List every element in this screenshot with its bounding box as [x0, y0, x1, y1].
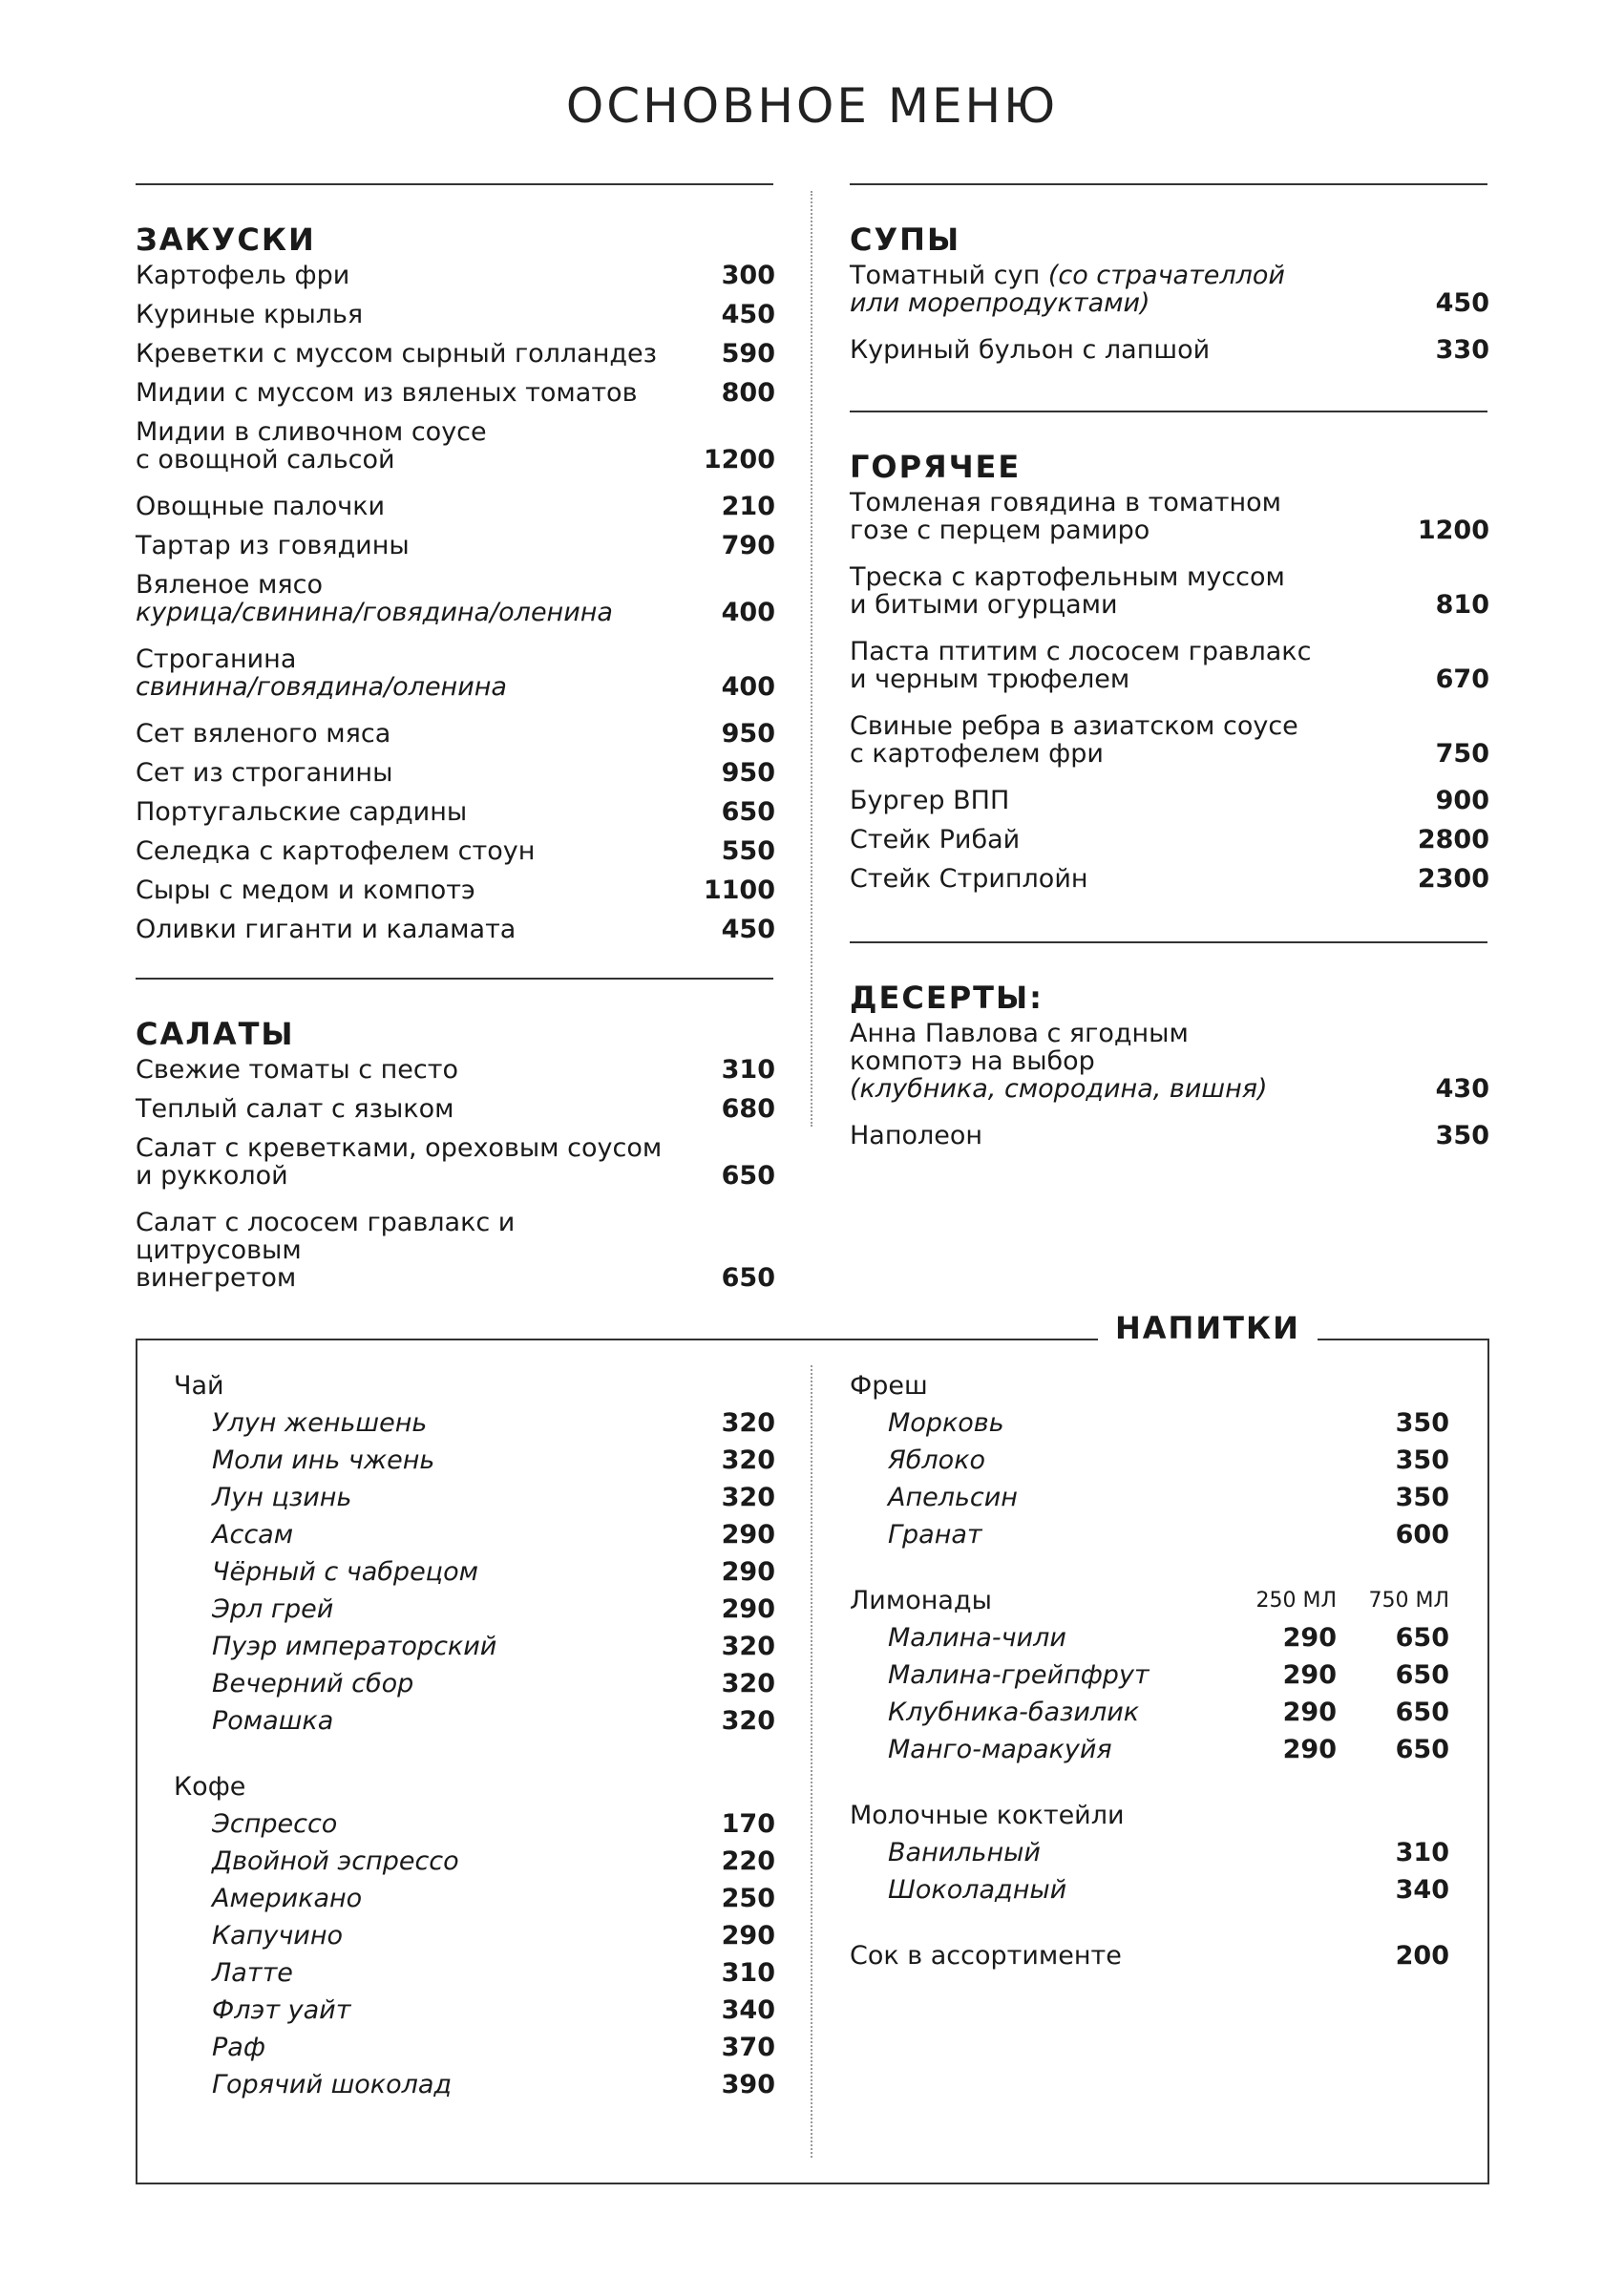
menu-item: [850, 336, 1489, 364]
item-name-line: [136, 301, 670, 328]
item-price: 290: [721, 1520, 775, 1550]
category-label: Молочные коктейли: [850, 1801, 1125, 1830]
item-price: 750: [1435, 739, 1489, 769]
item-name: [850, 826, 1384, 854]
menu-item: [850, 638, 1489, 693]
item-price: 950: [721, 719, 775, 749]
item-subtitle: курица/свинина/говядина/оленина: [136, 598, 613, 627]
item-price: 320: [721, 1706, 775, 1736]
item-name-line: гозе с перцем рамиро: [850, 516, 1150, 545]
item-name-text: Куриные крылья: [136, 300, 364, 329]
item-name: [136, 379, 670, 407]
drink-item: [850, 1484, 1449, 1511]
drink-item: [174, 1922, 775, 1950]
drink-item: [174, 1885, 775, 1912]
item-name: [136, 876, 670, 904]
item-name-text: Свиные ребра в азиатском соусе: [850, 711, 1298, 741]
item-price: 650: [721, 1161, 775, 1191]
item-price: 320: [721, 1445, 775, 1475]
item-price-250: 290: [1282, 1735, 1337, 1764]
item-name: Латте: [212, 1958, 293, 1988]
menu-item: [136, 645, 775, 701]
item-name-line: [850, 262, 1384, 289]
drink-item: [174, 1446, 775, 1474]
divider: [136, 183, 773, 185]
item-price: 370: [721, 2033, 775, 2062]
item-price: 350: [1395, 1445, 1449, 1475]
menu-item: [136, 876, 775, 904]
item-price: 290: [721, 1921, 775, 1951]
item-name-text: Салат с креветками, ореховым соусом: [136, 1133, 663, 1163]
item-name-text: Стейк Рибай: [850, 825, 1021, 854]
item-name-line: [850, 638, 1384, 665]
section-zakuski: [136, 221, 775, 955]
drink-item: [174, 1595, 775, 1623]
item-name: Гранат: [888, 1520, 982, 1550]
size-header-750: 750 МЛ: [1368, 1589, 1449, 1613]
column-divider: [811, 1365, 812, 2158]
item-price: 320: [721, 1408, 775, 1438]
drink-item: [174, 1484, 775, 1511]
menu-item: [136, 379, 775, 407]
menu-item: [136, 262, 775, 289]
menu-item: [136, 759, 775, 787]
item-name-line: [136, 379, 670, 407]
item-name-text: Картофель фри: [136, 261, 350, 290]
item-name-line: с картофелем фри: [850, 739, 1104, 769]
divider: [850, 411, 1487, 412]
item-price: 320: [721, 1632, 775, 1661]
item-name: Малина-чили: [888, 1623, 1066, 1653]
item-name-line: компотэ на выбор: [850, 1046, 1095, 1076]
item-name-note: (со страчателлой: [1047, 261, 1285, 290]
item-name-text: Вяленое мясо: [136, 570, 323, 600]
item-price: 400: [721, 672, 775, 702]
menu-item: [136, 1209, 775, 1292]
item-name: [850, 336, 1384, 364]
menu-item: [850, 489, 1489, 544]
item-price: 950: [721, 758, 775, 788]
item-name: Капучино: [212, 1921, 344, 1951]
drink-item: [850, 1661, 1449, 1689]
drink-item: [174, 2071, 775, 2099]
drink-item: [174, 1847, 775, 1875]
item-subtitle: свинина/говядина/оленина: [136, 672, 507, 702]
item-name-line: [136, 916, 670, 943]
item-name: [136, 798, 670, 826]
item-name: Эспрессо: [212, 1809, 338, 1839]
item-price-750: 650: [1395, 1698, 1449, 1727]
drink-item: [850, 1521, 1449, 1549]
item-name: Сок в ассортименте: [850, 1941, 1122, 1971]
item-name: [850, 1122, 1384, 1150]
item-price: 200: [1395, 1941, 1449, 1971]
drink-item: [850, 1409, 1449, 1437]
item-name: [136, 720, 670, 748]
item-name-text: Салат с лососем гравлакс и цитрусовым: [136, 1208, 516, 1265]
item-price: 290: [721, 1594, 775, 1624]
menu-item: [850, 712, 1489, 768]
item-name: Горячий шоколад: [212, 2070, 453, 2099]
divider: [850, 941, 1487, 943]
item-price: 450: [721, 915, 775, 944]
size-header-250: 250 МЛ: [1255, 1589, 1337, 1613]
item-name-text: Строганина: [136, 644, 297, 674]
item-price: 450: [721, 300, 775, 329]
item-name: [850, 1020, 1384, 1103]
item-price: 590: [721, 339, 775, 369]
item-name: [136, 493, 670, 520]
item-name-line: [136, 340, 670, 368]
item-name-line: с овощной сальсой: [136, 445, 395, 475]
item-name: [850, 865, 1384, 893]
item-name-line: [136, 571, 670, 599]
section-title: ГОРЯЧЕЕ: [850, 449, 1022, 485]
item-price-750: 650: [1395, 1623, 1449, 1653]
juice-item: [850, 1942, 1449, 1970]
item-name-text: Мидии в сливочном соусе: [136, 417, 487, 447]
item-price-250: 290: [1282, 1623, 1337, 1653]
item-name-line: [850, 826, 1384, 854]
item-price: 450: [1435, 288, 1489, 318]
drink-item: [174, 1996, 775, 2024]
item-name-line: [850, 563, 1384, 591]
item-name-text: Куриный бульон с лапшой: [850, 335, 1211, 365]
item-name-line: [136, 493, 670, 520]
drink-item: [850, 1624, 1449, 1652]
item-name: Морковь: [888, 1408, 1004, 1438]
item-name-text: Креветки с муссом сырный голландез: [136, 339, 657, 369]
item-name-text: Мидии с муссом из вяленых томатов: [136, 378, 638, 408]
item-name: Американо: [212, 1884, 363, 1913]
item-name: [136, 1134, 670, 1190]
menu-item: [136, 798, 775, 826]
item-price: 210: [721, 492, 775, 521]
item-name-text: Наполеон: [850, 1121, 983, 1150]
item-name: [850, 489, 1384, 544]
menu-item: [136, 837, 775, 865]
item-name-line: [136, 720, 670, 748]
item-name-line: [850, 1020, 1384, 1047]
item-price: 390: [721, 2070, 775, 2099]
item-name-text: Португальские сардины: [136, 797, 468, 827]
item-name: [850, 262, 1384, 317]
item-name-text: Теплый салат с языком: [136, 1094, 454, 1124]
item-name-text: Треска с картофельным муссом: [850, 562, 1285, 592]
item-name: [136, 1056, 670, 1084]
drink-item: [174, 2034, 775, 2061]
item-name-line: [136, 837, 670, 865]
item-name: Двойной эспрессо: [212, 1846, 459, 1876]
menu-item: [136, 493, 775, 520]
item-name: Вечерний сбор: [212, 1669, 414, 1698]
item-price: 320: [721, 1483, 775, 1512]
item-name: Шоколадный: [888, 1875, 1067, 1905]
item-price: 350: [1435, 1121, 1489, 1150]
menu-item: [136, 720, 775, 748]
item-name-text: Томленая говядина в томатном: [850, 488, 1282, 517]
item-name-text: Сет из строганины: [136, 758, 393, 788]
item-name-line: [136, 798, 670, 826]
item-price: 220: [721, 1846, 775, 1876]
item-name: Пуэр императорский: [212, 1632, 497, 1661]
item-name: [136, 837, 670, 865]
menu-item: [136, 532, 775, 559]
drink-item: [174, 1558, 775, 1586]
item-price: 600: [1395, 1520, 1449, 1550]
item-name-line: [136, 1209, 670, 1264]
item-name-line: [136, 532, 670, 559]
item-price: 350: [1395, 1408, 1449, 1438]
drink-item: [850, 1839, 1449, 1867]
item-name-line: [850, 489, 1384, 517]
item-name: Флэт уайт: [212, 1995, 351, 2025]
item-price: 340: [721, 1995, 775, 2025]
item-price-750: 650: [1395, 1735, 1449, 1764]
menu-item: [136, 340, 775, 368]
section-title: ДЕСЕРТЫ:: [850, 980, 1044, 1016]
item-price: 310: [721, 1958, 775, 1988]
menu-item: [136, 571, 775, 626]
item-name-line: и рукколой: [136, 1161, 288, 1191]
item-price: 1200: [1417, 516, 1489, 545]
section-title: СУПЫ: [850, 221, 961, 258]
item-name: Улун женьшень: [212, 1408, 428, 1438]
item-name-line: и черным трюфелем: [850, 664, 1130, 694]
item-name: Лун цзинь: [212, 1483, 352, 1512]
item-name: Яблоко: [888, 1445, 986, 1475]
item-name-note: или морепродуктами): [850, 288, 1150, 318]
item-price: 2800: [1417, 825, 1489, 854]
section-salaty: [136, 1016, 775, 1311]
item-name: [136, 301, 670, 328]
item-name-text: Оливки гиганти и каламата: [136, 915, 517, 944]
menu-item: [850, 262, 1489, 317]
item-name-line: [850, 1122, 1384, 1150]
item-price: 800: [721, 378, 775, 408]
item-price: 350: [1395, 1483, 1449, 1512]
item-price-250: 290: [1282, 1698, 1337, 1727]
section-title: ЗАКУСКИ: [136, 221, 316, 258]
drinks-right: [850, 1372, 1449, 1970]
item-price: 650: [721, 1263, 775, 1293]
item-name: Манго-маракуйя: [888, 1735, 1112, 1764]
menu-item: [850, 563, 1489, 619]
menu-item: [850, 865, 1489, 893]
section-supy: [850, 221, 1489, 375]
item-name: Ассам: [212, 1520, 294, 1550]
item-price: 670: [1435, 664, 1489, 694]
item-price-250: 290: [1282, 1660, 1337, 1690]
item-price: 330: [1435, 335, 1489, 365]
menu-item: [136, 418, 775, 474]
item-name: [136, 1209, 670, 1292]
item-price: 300: [721, 261, 775, 290]
item-name-line: [850, 787, 1384, 814]
section-title: САЛАТЫ: [136, 1016, 295, 1052]
item-name: Малина-грейпфрут: [888, 1660, 1149, 1690]
item-name: [136, 916, 670, 943]
page-title: ОСНОВНОЕ МЕНЮ: [565, 78, 1059, 134]
item-name-text: Паста птитим с лососем гравлакс: [850, 637, 1312, 666]
item-price: 250: [721, 1884, 775, 1913]
item-name-text: Свежие томаты с песто: [136, 1055, 459, 1085]
item-name-text: Тартар из говядины: [136, 531, 410, 560]
item-name-line: винегретом: [136, 1263, 297, 1293]
section-deserty: [850, 980, 1489, 1161]
item-name: Ромашка: [212, 1706, 334, 1736]
item-price: 650: [721, 797, 775, 827]
drink-item: [850, 1446, 1449, 1474]
item-name: [136, 262, 670, 289]
item-name: [136, 759, 670, 787]
item-price: 810: [1435, 590, 1489, 620]
item-name-text: Томатный суп: [850, 261, 1048, 290]
menu-item: [850, 826, 1489, 854]
item-name: Моли инь чжень: [212, 1445, 435, 1475]
menu-item: [850, 1122, 1489, 1150]
item-subtitle: (клубника, смородина, вишня): [850, 1074, 1268, 1104]
drink-item: [850, 1876, 1449, 1904]
item-name-text: Селедка с картофелем стоун: [136, 836, 536, 866]
category-label: Чай: [174, 1371, 224, 1401]
item-price: 170: [721, 1809, 775, 1839]
item-name: Чёрный с чабрецом: [212, 1557, 478, 1587]
item-price: 2300: [1417, 864, 1489, 894]
drink-item: [174, 1670, 775, 1698]
item-price: 900: [1435, 786, 1489, 815]
item-name: Апельсин: [888, 1483, 1018, 1512]
item-price: 320: [721, 1669, 775, 1698]
divider: [850, 183, 1487, 185]
item-name: [136, 532, 670, 559]
drink-item: [174, 1810, 775, 1838]
item-name: [136, 340, 670, 368]
category-label: Кофе: [174, 1772, 246, 1802]
item-name: [850, 563, 1384, 619]
item-name: Клубника-базилик: [888, 1698, 1140, 1727]
item-name-text: Овощные палочки: [136, 492, 386, 521]
item-name: [850, 638, 1384, 693]
item-name-line: [136, 418, 670, 446]
drinks-left: [174, 1372, 775, 2108]
item-name-text: Стейк Стриплойн: [850, 864, 1088, 894]
item-name: [136, 571, 670, 626]
drink-item: [174, 1959, 775, 1987]
item-name: Эрл грей: [212, 1594, 334, 1624]
item-name: Раф: [212, 2033, 265, 2062]
item-name-line: [850, 336, 1384, 364]
lemonades-header: [850, 1587, 1449, 1614]
item-price: 680: [721, 1094, 775, 1124]
item-name-text: Бургер ВПП: [850, 786, 1010, 815]
item-price-750: 650: [1395, 1660, 1449, 1690]
item-name: [136, 418, 670, 474]
drink-item: [850, 1698, 1449, 1726]
item-price: 430: [1435, 1074, 1489, 1104]
divider: [136, 978, 773, 980]
drinks-title: НАПИТКИ: [1098, 1308, 1318, 1348]
item-name-line: [850, 865, 1384, 893]
item-price: 400: [721, 598, 775, 627]
item-name: [136, 645, 670, 701]
category-label: Фреш: [850, 1371, 928, 1401]
menu-item: [136, 916, 775, 943]
item-name: [850, 712, 1384, 768]
menu-item: [136, 1095, 775, 1123]
column-divider: [811, 191, 812, 1127]
item-name-line: [136, 645, 670, 673]
item-name-line: [136, 1095, 670, 1123]
menu-item: [850, 1020, 1489, 1103]
item-price: 310: [1395, 1838, 1449, 1867]
item-name-line: [136, 1056, 670, 1084]
item-name-line: и битыми огурцами: [850, 590, 1118, 620]
item-name: Ванильный: [888, 1838, 1041, 1867]
item-name-line: [136, 759, 670, 787]
item-name-line: [850, 712, 1384, 740]
item-name: [850, 787, 1384, 814]
item-name-line: [136, 1134, 670, 1162]
item-price: 290: [721, 1557, 775, 1587]
menu-item: [136, 1056, 775, 1084]
item-name-text: Сыры с медом и компотэ: [136, 875, 475, 905]
item-name: [136, 1095, 670, 1123]
item-name-line: [136, 262, 670, 289]
drink-item: [174, 1633, 775, 1660]
drink-item: [174, 1707, 775, 1735]
drink-item: [174, 1409, 775, 1437]
item-price: 1100: [703, 875, 775, 905]
menu-item: [850, 787, 1489, 814]
category-label: Лимонады: [850, 1586, 992, 1615]
item-price: 550: [721, 836, 775, 866]
item-name-text: Сет вяленого мяса: [136, 719, 391, 749]
menu-item: [136, 1134, 775, 1190]
item-price: 310: [721, 1055, 775, 1085]
drink-item: [850, 1736, 1449, 1763]
item-price: 790: [721, 531, 775, 560]
item-price: 1200: [703, 445, 775, 475]
item-name-text: Анна Павлова с ягодным: [850, 1019, 1189, 1048]
item-price: 340: [1395, 1875, 1449, 1905]
section-goryachee: [850, 449, 1489, 904]
menu-item: [136, 301, 775, 328]
item-name-line: [136, 876, 670, 904]
drink-item: [174, 1521, 775, 1549]
